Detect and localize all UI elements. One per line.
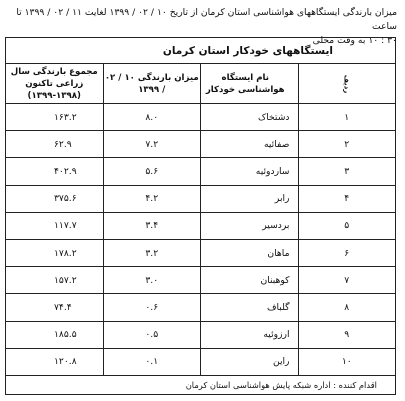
table-row <box>6 348 396 375</box>
table-row <box>6 321 396 348</box>
header-num: ردیف <box>298 64 396 104</box>
row-station: دشتخاک <box>201 104 299 131</box>
row-rain: ۴.۲ <box>103 185 201 212</box>
heading-line-1: میزان بارندگی ایستگاههای هواشناسی استان کرمان از تاریخ ۱۰ / ۰۲ / ۱۳۹۹ لغایت ۱۱ / ۰۲ / ۱۳۹۹ تا ساعت <box>16 7 397 32</box>
table-header-row <box>6 64 396 104</box>
table-row <box>6 158 396 185</box>
row-total: ۱۱۷.۷ <box>6 212 104 239</box>
table-body <box>6 104 396 376</box>
table-row <box>6 131 396 158</box>
table-row <box>6 212 396 239</box>
row-total: ۱۵۷.۲ <box>6 267 104 294</box>
row-station: بردسیر <box>201 212 299 239</box>
row-rain: ۸.۰ <box>103 104 201 131</box>
row-station: راین <box>201 348 299 375</box>
row-rain: ۰.۵ <box>103 321 201 348</box>
row-station: کوهبنان <box>201 267 299 294</box>
table-row <box>6 185 396 212</box>
row-station: رابر <box>201 185 299 212</box>
row-total: ۱۶۳.۲ <box>6 104 104 131</box>
row-total: ۱۲۰.۸ <box>6 348 104 375</box>
row-station: ساردوئیه <box>201 158 299 185</box>
table-title-row <box>6 38 396 64</box>
rainfall-table <box>5 37 396 395</box>
row-num: ۴ <box>298 185 396 212</box>
table-row <box>6 294 396 321</box>
row-rain: ۳.۲ <box>103 239 201 266</box>
table-row <box>6 104 396 131</box>
row-num: ۶ <box>298 239 396 266</box>
header-total <box>6 64 104 104</box>
row-rain: ۵.۶ <box>103 158 201 185</box>
row-num: ۳ <box>298 158 396 185</box>
row-station: گلباف <box>201 294 299 321</box>
row-total: ۴۰۲.۹ <box>6 158 104 185</box>
row-total: ۷۴.۴ <box>6 294 104 321</box>
header-station: نام ایستگاه هواشناسی خودکار <box>201 64 299 104</box>
row-total: ۱۸۵.۵ <box>6 321 104 348</box>
row-num: ۲ <box>298 131 396 158</box>
row-num: ۱ <box>298 104 396 131</box>
row-total: ۶۲.۹ <box>6 131 104 158</box>
row-num: ۸ <box>298 294 396 321</box>
header-total-line-2: (۱۳۹۹-۱۳۹۸) <box>27 90 81 101</box>
row-station: صفائیه <box>201 131 299 158</box>
row-num: ۵ <box>298 212 396 239</box>
header-rain: میزان بارندگی ۱۰ / ۰۲ / ۱۳۹۹ <box>103 64 201 104</box>
table-row <box>6 267 396 294</box>
row-station: ماهان <box>201 239 299 266</box>
row-rain: ۰.۶ <box>103 294 201 321</box>
table-footer: اقدام کننده : اداره شبکه پایش هواشناسی استان کرمان <box>6 375 396 394</box>
row-rain: ۳.۰ <box>103 267 201 294</box>
row-total: ۳۷۵.۶ <box>6 185 104 212</box>
header-total-line-1: مجموع بارندگی سال زراعی تاکنون <box>10 66 98 89</box>
row-num: ۱۰ <box>298 348 396 375</box>
row-total: ۱۷۸.۲ <box>6 239 104 266</box>
row-num: ۷ <box>298 267 396 294</box>
row-rain: ۷.۲ <box>103 131 201 158</box>
table-title: ایستگاههای خودکار استان کرمان <box>6 38 396 64</box>
row-station: ارزوئیه <box>201 321 299 348</box>
row-num: ۹ <box>298 321 396 348</box>
table-footer-row <box>6 375 396 394</box>
row-rain: ۰.۱ <box>103 348 201 375</box>
row-rain: ۳.۴ <box>103 212 201 239</box>
table-row <box>6 239 396 266</box>
heading-line-2: ۳۰ : ۱۰ به وقت محلی <box>312 35 397 46</box>
